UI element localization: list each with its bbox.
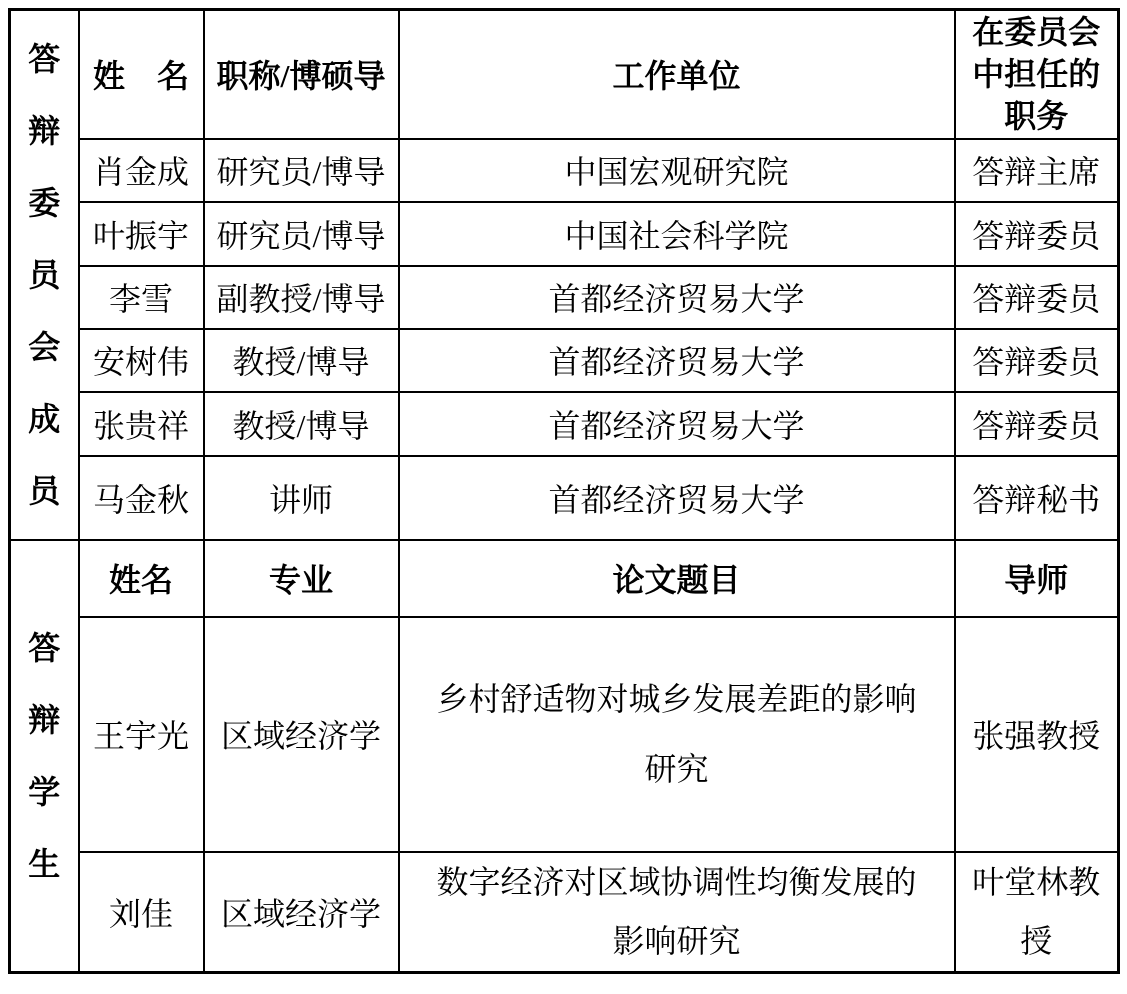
- member-row: [10, 456, 1119, 540]
- header-title: 职称/博硕导: [204, 10, 399, 139]
- member-unit: 中国社会科学院: [399, 202, 955, 266]
- header-name: 姓 名: [79, 10, 204, 139]
- member-title: 教授/博导: [204, 329, 399, 392]
- member-title: 研究员/博导: [204, 202, 399, 266]
- member-row: [10, 266, 1119, 329]
- member-unit: 中国宏观研究院: [399, 139, 955, 202]
- students-group-label: 答辩学生: [28, 629, 61, 882]
- member-name: 李雪: [79, 266, 204, 329]
- member-unit: 首都经济贸易大学: [399, 456, 955, 540]
- header-thesis: 论文题目: [399, 540, 955, 617]
- student-row: [10, 852, 1119, 973]
- member-row: [10, 329, 1119, 392]
- member-unit: 首都经济贸易大学: [399, 392, 955, 456]
- member-title: 研究员/博导: [204, 139, 399, 202]
- student-major: 区域经济学: [204, 617, 399, 852]
- member-title: 副教授/博导: [204, 266, 399, 329]
- student-supervisor: 张强教授: [955, 617, 1119, 852]
- header-major: 专业: [204, 540, 399, 617]
- students-group-cell: [10, 540, 79, 973]
- header-student-name: 姓名: [79, 540, 204, 617]
- student-name: 刘佳: [79, 852, 204, 973]
- student-major: 区域经济学: [204, 852, 399, 973]
- student-row: [10, 617, 1119, 852]
- committee-group-cell: [10, 10, 79, 540]
- member-title: 讲师: [204, 456, 399, 540]
- member-unit: 首都经济贸易大学: [399, 329, 955, 392]
- member-row: [10, 139, 1119, 202]
- defense-committee-table: [8, 8, 1120, 974]
- student-name: 王宇光: [79, 617, 204, 852]
- member-role: 答辩委员: [955, 202, 1119, 266]
- students-header-row: [10, 540, 1119, 617]
- student-supervisor: 叶堂林教授: [955, 852, 1119, 973]
- header-unit: 工作单位: [399, 10, 955, 139]
- member-role: 答辩委员: [955, 266, 1119, 329]
- member-name: 叶振宇: [79, 202, 204, 266]
- student-thesis: 乡村舒适物对城乡发展差距的影响研究: [399, 617, 955, 852]
- member-row: [10, 202, 1119, 266]
- committee-group-label: 答辩委员会成员: [28, 40, 61, 509]
- student-thesis: 数字经济对区域协调性均衡发展的影响研究: [399, 852, 955, 973]
- member-name: 张贵祥: [79, 392, 204, 456]
- committee-header-row: [10, 10, 1119, 139]
- member-role: 答辩主席: [955, 139, 1119, 202]
- member-name: 马金秋: [79, 456, 204, 540]
- member-name: 安树伟: [79, 329, 204, 392]
- member-role: 答辩委员: [955, 392, 1119, 456]
- member-role: 答辩秘书: [955, 456, 1119, 540]
- header-role: 在委员会中担任的职务: [955, 10, 1119, 139]
- member-title: 教授/博导: [204, 392, 399, 456]
- member-role: 答辩委员: [955, 329, 1119, 392]
- member-row: [10, 392, 1119, 456]
- member-unit: 首都经济贸易大学: [399, 266, 955, 329]
- header-supervisor: 导师: [955, 540, 1119, 617]
- member-name: 肖金成: [79, 139, 204, 202]
